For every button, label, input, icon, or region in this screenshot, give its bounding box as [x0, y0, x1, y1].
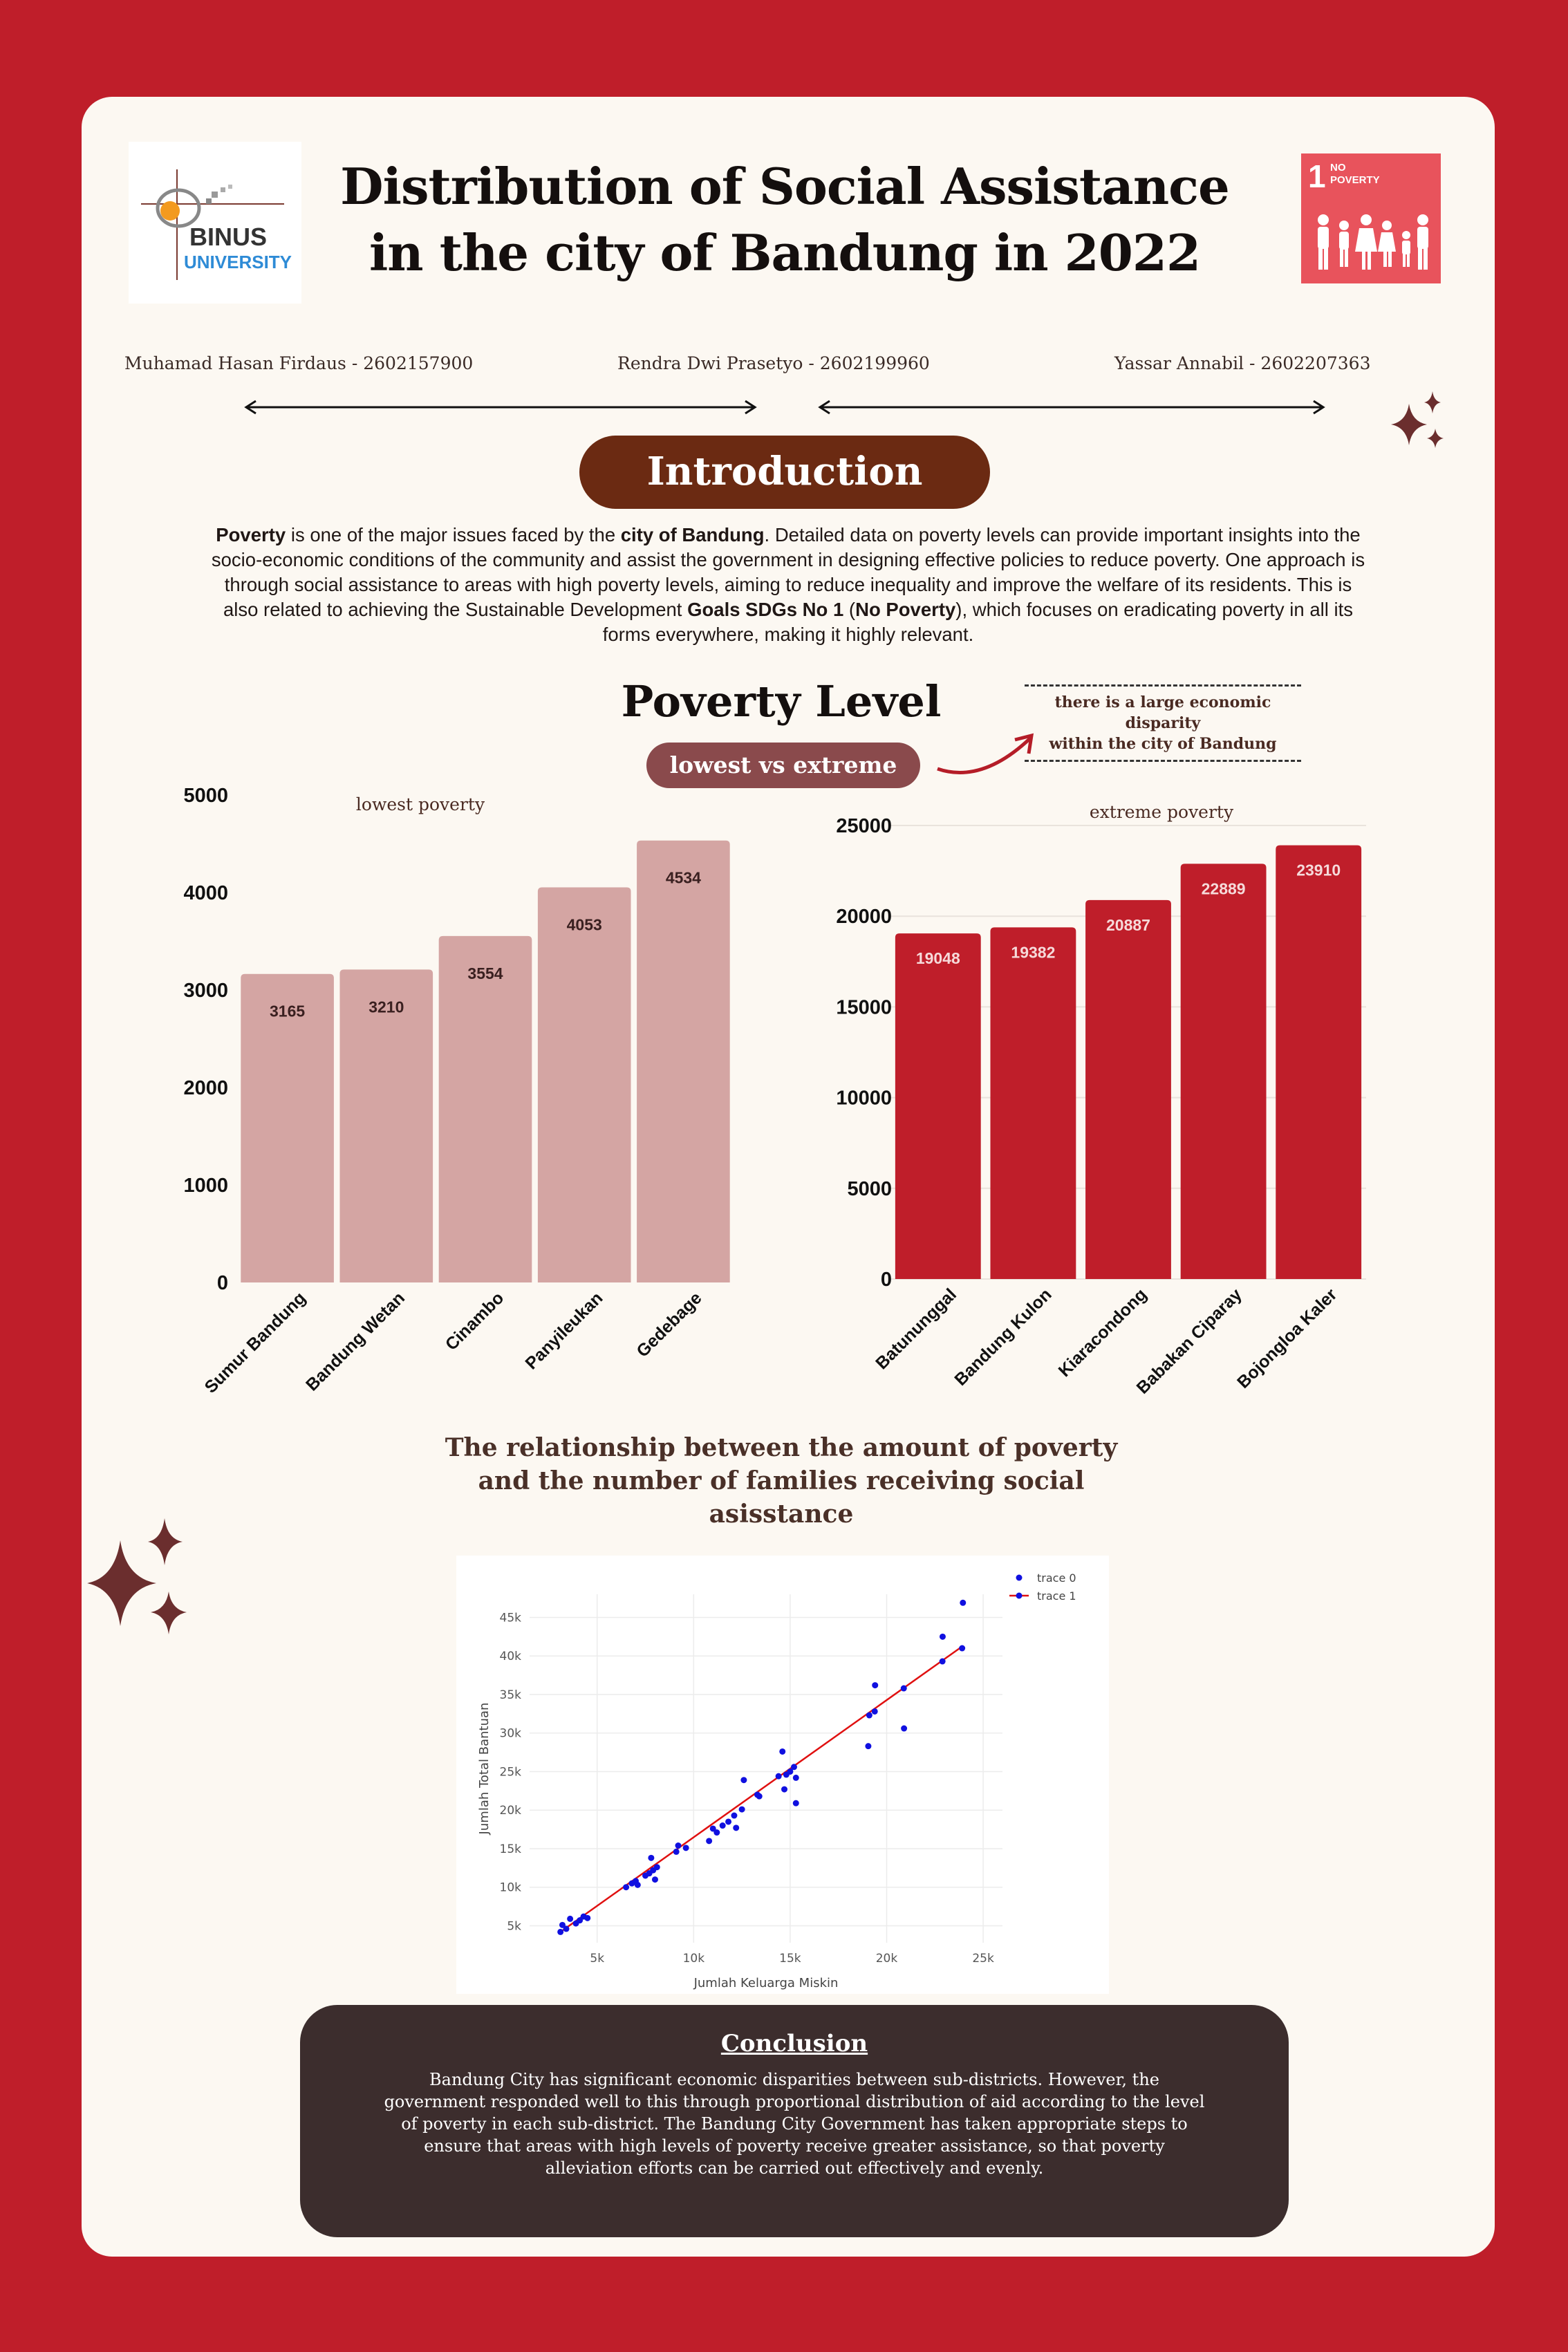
extreme-poverty-chart	[795, 795, 1390, 1438]
conclusion-box	[300, 2005, 1289, 2237]
legend-label-trace-1: trace 1	[1037, 1589, 1076, 1603]
data-label: 3210	[368, 998, 404, 1016]
y-tick-label: 10k	[499, 1880, 521, 1895]
relationship-heading: The relationship between the amount of poverty and the number of families receiving social asisstance	[445, 1433, 1118, 1529]
x-tick-label: 20k	[875, 1952, 898, 1966]
author-3: Yassar Annabil - 2602207363	[1114, 353, 1371, 373]
introduction-heading: Introduction	[579, 436, 990, 509]
y-tick-label: 0	[880, 1269, 892, 1291]
y-tick-label: 10000	[836, 1087, 892, 1110]
scatter-point	[901, 1686, 907, 1692]
curved-arrow-icon	[933, 726, 1044, 781]
scatter-point	[706, 1838, 712, 1844]
scatter-point	[776, 1773, 782, 1780]
disparity-note-line-2: within the city of Bandung	[1049, 735, 1277, 753]
y-tick-label: 5000	[183, 785, 228, 807]
chart-title: extreme poverty	[1089, 802, 1234, 822]
x-tick-label: 15k	[779, 1952, 801, 1966]
scatter-point	[781, 1786, 787, 1793]
scatter-point	[675, 1842, 681, 1849]
bar	[1085, 900, 1171, 1279]
y-tick-label: 0	[216, 1272, 228, 1294]
scatter-point	[623, 1884, 629, 1890]
x-tick-label: Kiaracondong	[1054, 1285, 1151, 1381]
author-1: Muhamad Hasan Firdaus - 2602157900	[124, 353, 474, 373]
bar	[439, 936, 532, 1282]
scatter-point	[756, 1793, 763, 1800]
scatter-point	[901, 1726, 907, 1732]
scatter-point	[739, 1807, 745, 1813]
scatter-point	[584, 1915, 590, 1921]
x-tick-label: Sumur Bandung	[200, 1288, 310, 1397]
scatter-point	[940, 1659, 946, 1665]
intro-text-2: . Detailed data on poverty levels can provide important insights into the socio-economic conditions of the community and assist the government in designing effective policies to reduce poverty. One approach is through social assistance to areas with high poverty levels, aiming to reduce inequality and improve the welfare of its residents. This is also related to achieving the Sustainable Development	[211, 524, 1365, 620]
poverty-vs-assistance-scatter	[456, 1556, 1109, 1994]
scatter-point	[793, 1775, 799, 1781]
y-tick-label: 25000	[836, 815, 892, 837]
data-label: 20887	[1106, 915, 1150, 934]
scatter-point	[652, 1876, 658, 1883]
bar	[1276, 846, 1361, 1279]
bar	[339, 969, 433, 1282]
bar	[1181, 864, 1267, 1279]
scatter-point	[866, 1712, 872, 1719]
scatter-point	[720, 1822, 726, 1829]
x-tick-label: Batununggal	[872, 1285, 961, 1374]
sdg-label-line-1: NO	[1330, 162, 1346, 174]
y-axis-label: Jumlah Total Bantuan	[477, 1702, 492, 1835]
y-tick-label: 1000	[183, 1175, 228, 1197]
lowest-vs-extreme-pill: lowest vs extreme	[646, 743, 920, 788]
scatter-point	[872, 1682, 878, 1688]
y-tick-label: 45k	[499, 1611, 521, 1625]
scatter-point	[960, 1600, 966, 1606]
scatter-point	[673, 1849, 680, 1855]
y-tick-label: 15000	[836, 996, 892, 1019]
author-arrows	[242, 397, 1327, 418]
scatter-point	[731, 1813, 737, 1819]
intro-bold-sdg: Goals SDGs No 1	[687, 599, 844, 620]
binus-logo-icon	[129, 142, 301, 304]
x-axis-label: Jumlah Keluarga Miskin	[693, 1976, 839, 1990]
sdg-label	[1330, 162, 1380, 187]
scatter-point	[563, 1925, 570, 1932]
title-line-2: in the city of Bandung in 2022	[368, 223, 1201, 282]
sparkle-icon-small	[1391, 391, 1446, 454]
y-tick-label: 3000	[183, 980, 228, 1002]
chart-title: lowest poverty	[355, 794, 485, 814]
data-label: 3554	[467, 964, 503, 982]
x-tick-label: Bojongloa Kaler	[1233, 1285, 1341, 1392]
scatter-point	[733, 1824, 739, 1831]
scatter-point	[791, 1764, 797, 1770]
bar	[990, 927, 1076, 1279]
scatter-point	[959, 1645, 965, 1652]
x-tick-label: 25k	[972, 1952, 994, 1966]
sdg-number: 1	[1308, 158, 1326, 194]
data-label: 4053	[566, 915, 602, 934]
lowest-poverty-chart	[159, 774, 781, 1438]
poverty-level-heading: Poverty Level	[621, 676, 942, 727]
y-tick-label: 20000	[836, 906, 892, 928]
scatter-point	[865, 1743, 871, 1749]
logo-text: BINUS	[189, 223, 268, 251]
intro-text-1: is one of the major issues faced by the	[286, 524, 621, 545]
data-label: 22889	[1201, 879, 1246, 898]
x-tick-label: 5k	[590, 1952, 605, 1966]
intro-bold-poverty: Poverty	[216, 524, 286, 545]
data-label: 4534	[665, 868, 701, 887]
logo-subtext: UNIVERSITY	[184, 252, 292, 272]
scatter-point	[683, 1845, 689, 1851]
scatter-point	[648, 1855, 654, 1861]
y-tick-label: 25k	[499, 1765, 521, 1780]
conclusion-text: Bandung City has significant economic disparities between sub-districts. However, the government responded well to this through proportional distribution of aid according to the level of poverty in each sub-district. The Bandung City Government has taken appropriate steps to ensure that areas with high levels of poverty receive greater assistance, so that poverty alleviation efforts can be carried out effectively and evenly.	[384, 2070, 1205, 2178]
legend-label-trace-0: trace 0	[1037, 1571, 1076, 1585]
scatter-point	[940, 1634, 946, 1640]
x-tick-label: Panyileukan	[521, 1288, 607, 1374]
scatter-point	[713, 1829, 720, 1836]
y-tick-label: 35k	[499, 1688, 521, 1702]
scatter-point	[779, 1748, 785, 1755]
intro-bold-city: city of Bandung	[620, 524, 765, 545]
scatter-point	[635, 1882, 641, 1888]
title-line-1: Distribution of Social Assistance	[340, 157, 1229, 216]
scatter-point	[793, 1800, 799, 1807]
y-tick-label: 5000	[847, 1177, 892, 1200]
scatter-point	[567, 1916, 573, 1922]
conclusion-heading: Conclusion	[720, 2030, 868, 2057]
data-label: 19048	[915, 949, 960, 968]
data-label: 3165	[270, 1002, 306, 1020]
author-2: Rendra Dwi Prasetyo - 2602199960	[617, 353, 930, 373]
y-tick-label: 30k	[499, 1726, 521, 1741]
data-label: 19382	[1011, 943, 1056, 962]
y-tick-label: 5k	[507, 1919, 521, 1934]
intro-bold-no-poverty: No Poverty	[855, 599, 956, 620]
introduction-text	[207, 523, 1369, 647]
scatter-point	[654, 1864, 660, 1870]
intro-text-3: (	[843, 599, 856, 620]
y-tick-label: 2000	[183, 1077, 228, 1099]
bar	[538, 888, 631, 1282]
sparkle-icon-large	[87, 1518, 198, 1640]
x-tick-label: Bandung Kulon	[951, 1285, 1056, 1390]
scatter-point	[872, 1708, 878, 1715]
bar	[637, 841, 730, 1282]
legend-marker-trace-0	[1016, 1575, 1023, 1581]
bar	[895, 933, 981, 1279]
x-tick-label: Gedebage	[633, 1288, 706, 1361]
sdg-badge	[1301, 153, 1441, 283]
page-title	[304, 153, 1265, 286]
x-tick-label: Babakan Ciparay	[1132, 1285, 1246, 1398]
y-tick-label: 4000	[183, 882, 228, 904]
x-tick-label: Bandung Wetan	[302, 1288, 409, 1395]
scatter-point	[740, 1777, 747, 1783]
scatter-point	[557, 1929, 563, 1935]
disparity-note	[1025, 684, 1301, 762]
scatter-point	[725, 1818, 731, 1824]
binus-logo	[129, 142, 301, 304]
y-tick-label: 40k	[499, 1650, 521, 1664]
scatter-panel	[456, 1556, 1109, 1994]
legend-marker-trace-1	[1016, 1593, 1023, 1599]
intro-text-4: ), which focuses on eradicating poverty in all its forms everywhere, making it highly relevant.	[602, 599, 1354, 645]
data-label: 23910	[1296, 861, 1341, 879]
sdg-label-line-2: POVERTY	[1330, 174, 1380, 186]
x-tick-label: 10k	[682, 1952, 705, 1966]
y-tick-label: 15k	[499, 1842, 521, 1856]
family-icon	[1314, 212, 1431, 275]
disparity-note-line-1: there is a large economic disparity	[1054, 693, 1271, 732]
x-tick-label: Cinambo	[441, 1288, 508, 1354]
y-tick-label: 20k	[499, 1804, 521, 1818]
